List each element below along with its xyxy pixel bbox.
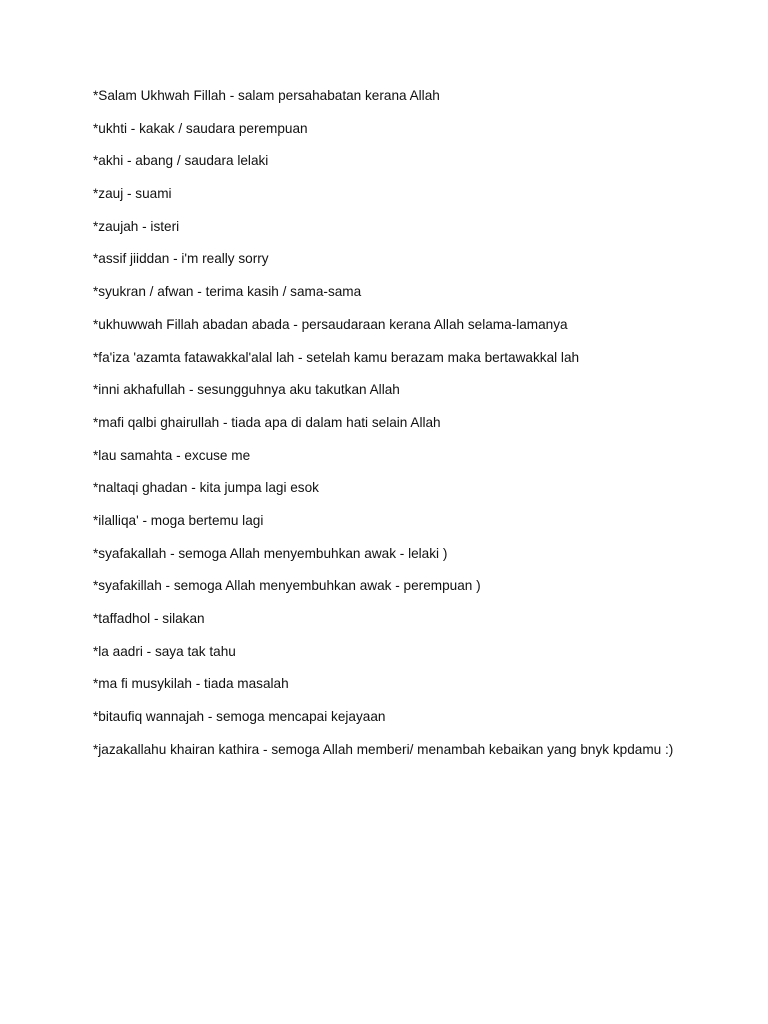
phrase-entry: *fa'iza 'azamta fatawakkal'alal lah - setelah kamu berazam maka bertawakkal lah — [93, 349, 580, 365]
phrase-entry: *syafakallah - semoga Allah menyembuhkan awak - lelaki ) — [93, 545, 448, 561]
phrase-entry: *la aadri - saya tak tahu — [93, 643, 236, 659]
phrase-entry: *ukhti - kakak / saudara perempuan — [93, 120, 308, 136]
phrase-entry: *akhi - abang / saudara lelaki — [93, 153, 269, 169]
phrase-entry: *mafi qalbi ghairullah - tiada apa di dalam hati selain Allah — [93, 414, 441, 430]
phrase-entry: *syukran / afwan - terima kasih / sama-sama — [93, 284, 362, 300]
phrase-entry: *syafakillah - semoga Allah menyembuhkan awak - perempuan ) — [93, 578, 481, 594]
phrase-entry: *taffadhol - silakan — [93, 611, 205, 626]
phrase-entry: *bitaufiq wannajah - semoga mencapai kejayaan — [93, 709, 386, 725]
phrase-entry: *ukhuwwah Fillah abadan abada - persaudaraan kerana Allah selama-lamanya — [93, 316, 568, 332]
phrase-entry: *assif jiiddan - i'm really sorry — [93, 251, 269, 267]
phrase-entry: *jazakallahu khairan kathira - semoga Allah memberi/ menambah kebaikan yang bnyk kpdamu :) — [93, 741, 674, 757]
phrase-entry: *naltaqi ghadan - kita jumpa lagi esok — [93, 480, 319, 496]
phrase-entry: *Salam Ukhwah Fillah - salam persahabatan kerana Allah — [93, 88, 440, 103]
phrase-entry: *zauj - suami — [93, 186, 172, 202]
phrase-entry: *ilalliqa' - moga bertemu lagi — [93, 512, 264, 528]
phrase-entry: *inni akhafullah - sesungguhnya aku takutkan Allah — [93, 382, 400, 398]
phrase-entry: *lau samahta - excuse me — [93, 447, 251, 463]
phrase-entry: *ma fi musykilah - tiada masalah — [93, 676, 289, 692]
phrase-list — [93, 86, 693, 772]
phrase-entry: *zaujah - isteri — [93, 218, 180, 234]
